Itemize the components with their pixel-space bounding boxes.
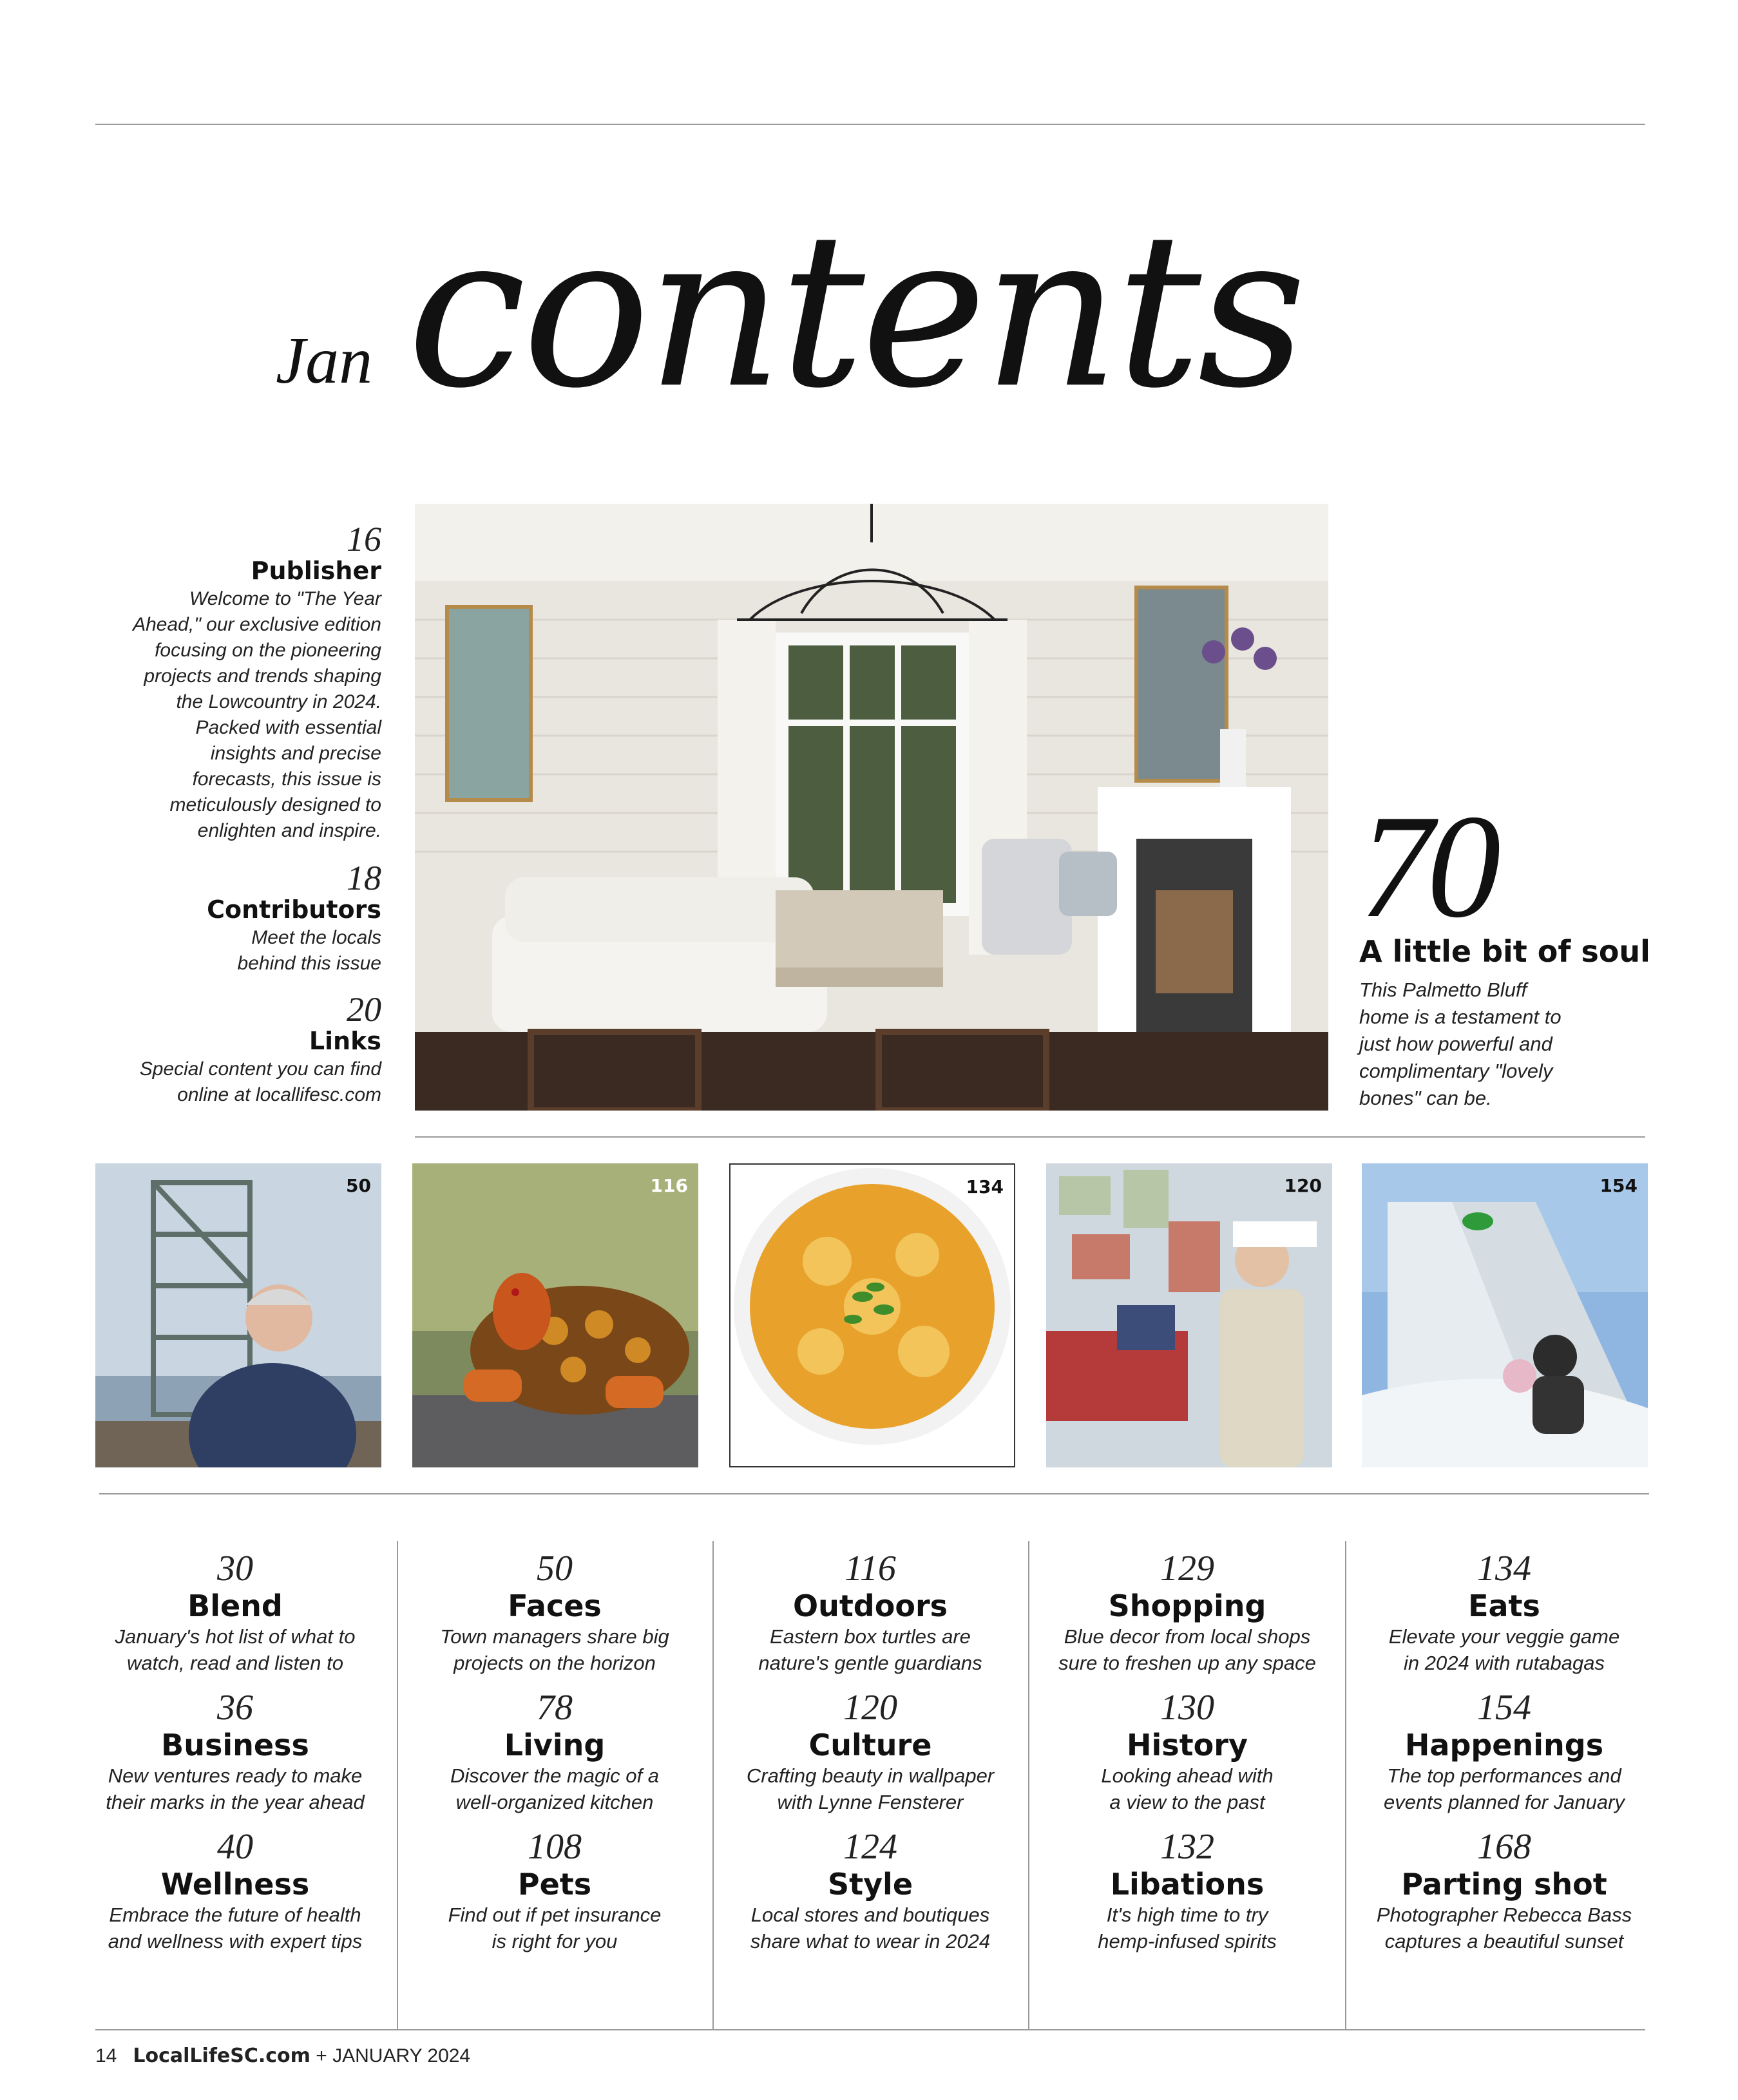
entry-page: 16 [347, 520, 381, 558]
entry-title: History [1127, 1728, 1248, 1762]
entry-title: Libations [1110, 1867, 1265, 1902]
entry-title: Contributors [207, 895, 381, 924]
photo-snow-slide [1362, 1163, 1648, 1467]
toc-entry-faces[interactable] [397, 1549, 712, 1676]
entry-page: 20 [347, 990, 381, 1029]
toc-entry-publisher[interactable] [77, 522, 381, 844]
hero-photo-living-room[interactable] [415, 504, 1328, 1111]
entry-title: Publisher [251, 557, 381, 585]
entry-title: Happenings [1404, 1728, 1604, 1762]
thumb-culture[interactable] [1046, 1163, 1332, 1467]
toc-entry-culture[interactable] [712, 1688, 1028, 1815]
grid-top-rule [99, 1493, 1649, 1494]
entry-page: 134 [1477, 1549, 1531, 1589]
entry-page: 124 [843, 1827, 897, 1867]
mid-rule [415, 1136, 1645, 1138]
entry-page: 40 [217, 1827, 253, 1867]
entry-desc: Local stores and boutiques share what to wear in 2024 [750, 1904, 991, 1952]
toc-entry-outdoors[interactable] [712, 1549, 1028, 1676]
toc-entry-wellness[interactable] [77, 1827, 393, 1954]
thumb-page: 120 [1284, 1175, 1322, 1196]
masthead-title: contents [407, 187, 1303, 435]
entry-desc: New ventures ready to make their marks in the year ahead [106, 1764, 365, 1813]
masthead-month: Jan [276, 323, 373, 397]
entry-page: 78 [537, 1688, 573, 1728]
feature-page-number: 70 [1359, 784, 1494, 948]
toc-entry-shopping[interactable] [1029, 1549, 1345, 1676]
entry-page: 130 [1160, 1688, 1214, 1728]
thumb-page: 50 [346, 1175, 371, 1196]
entry-desc: Looking ahead with a view to the past [1101, 1764, 1274, 1813]
entry-page: 168 [1477, 1827, 1531, 1867]
entry-desc: Eastern box turtles are nature's gentle guardians [758, 1625, 982, 1674]
toc-entry-happenings[interactable] [1346, 1688, 1662, 1815]
entry-title: Pets [517, 1867, 592, 1902]
toc-entry-living[interactable] [397, 1688, 712, 1815]
entry-desc: The top performances and events planned for January [1384, 1764, 1625, 1813]
entry-desc: Photographer Rebecca Bass captures a beautiful sunset [1376, 1904, 1632, 1952]
page-footer [95, 2045, 470, 2067]
toc-entry-eats[interactable] [1346, 1549, 1662, 1676]
top-rule [95, 124, 1645, 125]
toc-entry-blend[interactable] [77, 1549, 393, 1676]
entry-title: Parting shot [1401, 1867, 1607, 1902]
thumb-happenings[interactable] [1362, 1163, 1648, 1467]
entry-title: Wellness [160, 1867, 310, 1902]
entry-title: Culture [808, 1728, 932, 1762]
entry-title: Faces [508, 1589, 602, 1623]
entry-page: 116 [845, 1549, 896, 1589]
thumb-outdoors[interactable] [412, 1163, 698, 1467]
entry-desc: Embrace the future of health and wellness with expert tips [108, 1904, 363, 1952]
entry-page: 120 [843, 1688, 897, 1728]
entry-page: 132 [1160, 1827, 1214, 1867]
toc-entry-parting-shot[interactable] [1346, 1827, 1662, 1954]
entry-title: Style [827, 1867, 913, 1902]
footer-rule [95, 2029, 1645, 2030]
toc-entry-style[interactable] [712, 1827, 1028, 1954]
entry-title: Blend [187, 1589, 283, 1623]
entry-title: Outdoors [792, 1589, 948, 1623]
photo-rutabaga-bowl [731, 1165, 1014, 1466]
toc-entry-libations[interactable] [1029, 1827, 1345, 1954]
thumb-page: 134 [966, 1176, 1004, 1198]
entry-title: Business [161, 1728, 309, 1762]
photo-man-tower [95, 1163, 381, 1467]
entry-page: 154 [1477, 1688, 1531, 1728]
entry-desc: Blue decor from local shops sure to freshen up any space [1058, 1625, 1316, 1674]
entry-title: Eats [1468, 1589, 1540, 1623]
toc-entry-history[interactable] [1029, 1688, 1345, 1815]
entry-desc: January's hot list of what to watch, read and listen to [115, 1625, 356, 1674]
thumb-eats[interactable] [729, 1163, 1015, 1467]
photo-box-turtle [412, 1163, 698, 1467]
entry-title: Shopping [1108, 1589, 1266, 1623]
toc-entry-pets[interactable] [397, 1827, 712, 1954]
entry-page: 129 [1160, 1549, 1214, 1589]
entry-desc: Town managers share big projects on the horizon [440, 1625, 669, 1674]
entry-desc: It's high time to try hemp-infused spirits [1098, 1904, 1277, 1952]
footer-page-number: 14 [95, 2045, 117, 2067]
entry-page: 50 [537, 1549, 573, 1589]
feature-desc: This Palmetto Bluff home is a testament to just how powerful and complimentary "lovely bones" can be. [1359, 978, 1561, 1109]
footer-site-link[interactable]: LocalLifeSC.com [133, 2045, 310, 2067]
living-room-illustration [415, 504, 1328, 1111]
thumb-faces[interactable] [95, 1163, 381, 1467]
toc-entry-links[interactable] [77, 992, 381, 1108]
toc-entry-contributors[interactable] [77, 861, 381, 977]
entry-page: 30 [217, 1549, 253, 1589]
entry-desc: Meet the locals behind this issue [237, 926, 381, 974]
entry-desc: Discover the magic of a well-organized kitchen [450, 1764, 659, 1813]
entry-page: 18 [347, 859, 381, 897]
entry-desc: Welcome to "The Year Ahead," our exclusive edition focusing on the pioneering projects and trends shaping the Lowcountry in 2024. Packed with essential insights and precise forecasts, this issue is meticulously designed to enlighten and inspire. [133, 587, 381, 841]
entry-desc: Crafting beauty in wallpaper with Lynne Fensterer [746, 1764, 995, 1813]
thumb-page: 154 [1600, 1175, 1638, 1196]
footer-issue: + JANUARY 2024 [316, 2045, 471, 2067]
feature-title[interactable]: A little bit of soul [1359, 934, 1650, 969]
entry-desc: Find out if pet insurance is right for you [448, 1904, 662, 1952]
photo-artist-studio [1046, 1163, 1332, 1467]
thumb-page: 116 [650, 1175, 688, 1196]
entry-page: 36 [217, 1688, 253, 1728]
entry-page: 108 [528, 1827, 582, 1867]
entry-desc: Elevate your veggie game in 2024 with rutabagas [1388, 1625, 1620, 1674]
entry-title: Links [309, 1027, 381, 1055]
entry-title: Living [504, 1728, 606, 1762]
toc-entry-business[interactable] [77, 1688, 393, 1815]
entry-desc: Special content you can find online at locallifesc.com [139, 1058, 381, 1105]
